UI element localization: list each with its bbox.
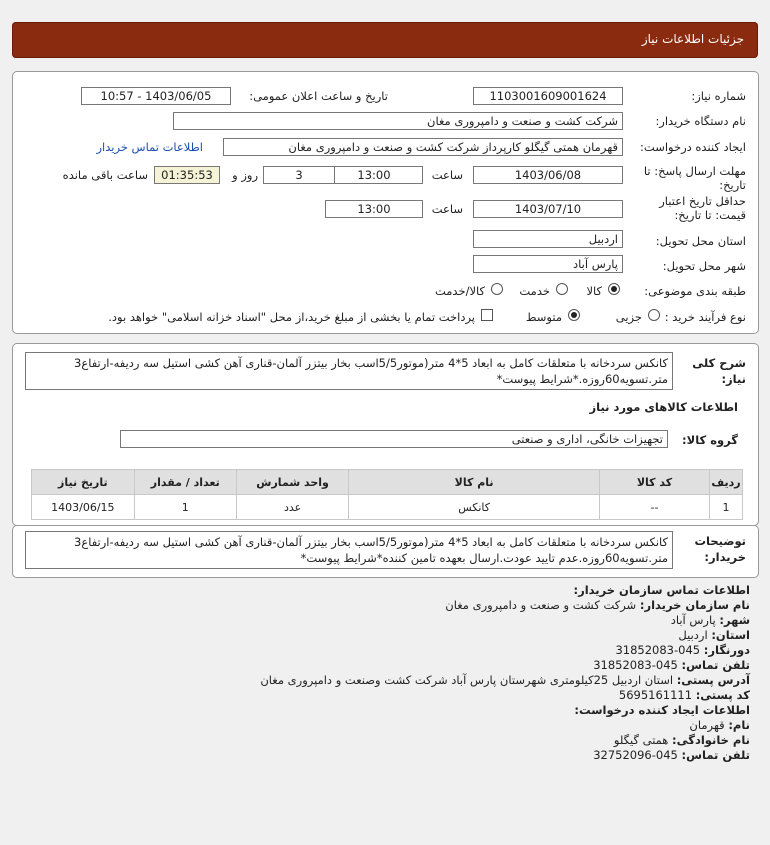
col-unit: واحد شمارش <box>236 470 348 495</box>
cell-row: 1 <box>710 495 743 520</box>
announce-label: تاریخ و ساعت اعلان عمومی: <box>249 89 388 103</box>
cell-unit: عدد <box>236 495 348 520</box>
contact-phone-label: تلفن تماس: <box>681 658 750 672</box>
validity-label-2: قیمت: تا تاریخ: <box>674 208 746 222</box>
remaining-label: ساعت باقی مانده <box>62 168 148 182</box>
city-field[interactable]: پارس آباد <box>473 255 623 273</box>
col-row: ردیف <box>710 470 743 495</box>
validity-label: حداقل تاریخ اعتبار <box>659 194 746 208</box>
need-info-panel <box>12 71 759 334</box>
summary-label: شرح کلی <box>692 356 746 370</box>
announce-field[interactable]: 1403/06/05 - 10:57 <box>81 87 231 105</box>
contact-address: استان اردبیل 25کیلومتری شهرستان پارس آباد شرکت کشت وصنعت و دامپروری مغان <box>260 673 674 687</box>
category-both-radio[interactable] <box>491 283 503 295</box>
need-number-field[interactable]: 1103001609001624 <box>473 87 623 105</box>
deadline-time-field[interactable]: 13:00 <box>325 166 423 184</box>
deadline-label: مهلت ارسال پاسخ: تا <box>643 164 746 178</box>
cell-name: کانکس <box>349 495 600 520</box>
contact-section <box>12 580 758 762</box>
days-remaining-field[interactable]: 3 <box>263 166 335 184</box>
need-number-label: شماره نیاز: <box>691 89 746 103</box>
page-header <box>12 22 758 58</box>
contact-postal-label: کد پستی: <box>695 688 750 702</box>
purchase-medium-radio[interactable] <box>568 309 580 321</box>
buyer-org-field[interactable]: شرکت کشت و صنعت و دامپروری مغان <box>173 112 623 130</box>
contact-address-label: آدرس پستی: <box>676 673 750 687</box>
summary-label-2: نیاز: <box>721 372 746 386</box>
creator-phone: 045-32752096 <box>593 748 678 762</box>
contact-org: شرکت کشت و صنعت و دامپروری مغان <box>445 598 637 612</box>
deadline-time-label: ساعت <box>431 168 463 182</box>
province-label: استان محل تحویل: <box>655 234 746 248</box>
purchase-medium-label: متوسط <box>525 310 562 324</box>
days-label: روز و <box>232 168 258 182</box>
city-label: شهر محل تحویل: <box>662 259 746 273</box>
creator-info-title: اطلاعات ایجاد کننده درخواست: <box>574 703 750 717</box>
buyer-notes-label: توضیحات <box>694 534 746 548</box>
contact-fax-label: دورنگار: <box>703 643 750 657</box>
category-goods-label: کالا <box>586 284 602 298</box>
validity-date-field[interactable]: 1403/07/10 <box>473 200 623 218</box>
validity-time-field[interactable]: 13:00 <box>325 200 423 218</box>
treasury-payment-checkbox[interactable] <box>481 309 493 321</box>
buyer-org-label: نام دستگاه خریدار: <box>655 114 746 128</box>
creator-last-name: همتی گیگلو <box>613 733 669 747</box>
cell-qty: 1 <box>134 495 236 520</box>
table-row <box>32 495 743 520</box>
contact-fax: 045-31852083 <box>615 643 701 657</box>
goods-table <box>31 469 743 520</box>
summary-text: کانکس سردخانه با متعلقات کامل به ابعاد 5*4 متر(موتور5/5اسب بخار بیتزر آلمان-قناری آهن کشی استیل سه ردیفه-ارتفاع3 متر.تسویه60روزه.*شرایط پیوست* <box>25 352 673 390</box>
deadline-date-field[interactable]: 1403/06/08 <box>473 166 623 184</box>
contact-province: اردبیل <box>678 628 708 642</box>
col-date: تاریخ نیاز <box>32 470 135 495</box>
treasury-payment-note: پرداخت تمام یا بخشی از مبلغ خرید،از محل "اسناد خزانه اسلامی" خواهد بود. <box>108 310 475 324</box>
cell-date: 1403/06/15 <box>32 495 135 520</box>
creator-first-name-label: نام: <box>728 718 750 732</box>
buyer-contact-link[interactable]: اطلاعات تماس خریدار <box>96 140 203 154</box>
page-title: جزئیات اطلاعات نیاز <box>641 32 744 46</box>
validity-time-label: ساعت <box>431 202 463 216</box>
creator-first-name: قهرمان <box>689 718 725 732</box>
goods-group-field[interactable]: تجهیزات خانگی، اداری و صنعتی <box>120 430 668 448</box>
buyer-notes-text: کانکس سردخانه با متعلقات کامل به ابعاد 5*4 متر(موتور5/5اسب بخار بیتزر آلمان-قناری آهن کشی استیل سه ردیفه-ارتفاع3 متر.تسویه60روزه.عدم تایید عودت.ارسال بعهده تامین کننده*شرایط پیوست* <box>25 531 673 569</box>
goods-group-label: گروه کالا: <box>682 433 738 447</box>
contact-title: اطلاعات تماس سازمان خریدار: <box>573 583 750 597</box>
category-label: طبقه بندی موضوعی: <box>644 284 746 298</box>
col-name: نام کالا <box>349 470 600 495</box>
contact-city-label: شهر: <box>719 613 750 627</box>
province-field[interactable]: اردبیل <box>473 230 623 248</box>
category-both-label: کالا/خدمت <box>434 284 485 298</box>
purchase-minor-label: جزیی <box>615 310 642 324</box>
contact-phone: 045-31852083 <box>593 658 678 672</box>
creator-field[interactable]: قهرمان همتی گیگلو کارپرداز شرکت کشت و صنعت و دامپروری مغان <box>223 138 623 156</box>
purchase-type-label: نوع فرآیند خرید : <box>664 310 746 324</box>
deadline-label-2: تاریخ: <box>719 178 746 192</box>
contact-org-label: نام سازمان خریدار: <box>639 598 750 612</box>
remaining-time-field: 01:35:53 <box>154 166 220 184</box>
col-qty: تعداد / مقدار <box>134 470 236 495</box>
contact-postal: 5695161111 <box>618 688 693 702</box>
creator-last-name-label: نام خانوادگی: <box>672 733 750 747</box>
goods-table-header <box>32 470 743 495</box>
category-goods-radio[interactable] <box>608 283 620 295</box>
contact-city: پارس آباد <box>670 613 716 627</box>
buyer-notes-panel <box>12 525 759 578</box>
purchase-minor-radio[interactable] <box>648 309 660 321</box>
creator-label: ایجاد کننده درخواست: <box>640 140 746 154</box>
creator-phone-label: تلفن تماس: <box>681 748 750 762</box>
buyer-notes-label-2: خریدار: <box>704 550 746 564</box>
category-service-radio[interactable] <box>556 283 568 295</box>
goods-panel <box>12 343 759 526</box>
col-code: کد کالا <box>599 470 709 495</box>
goods-section-title: اطلاعات کالاهای مورد نیاز <box>589 400 738 414</box>
category-service-label: خدمت <box>519 284 550 298</box>
contact-province-label: استان: <box>711 628 750 642</box>
cell-code: -- <box>599 495 709 520</box>
